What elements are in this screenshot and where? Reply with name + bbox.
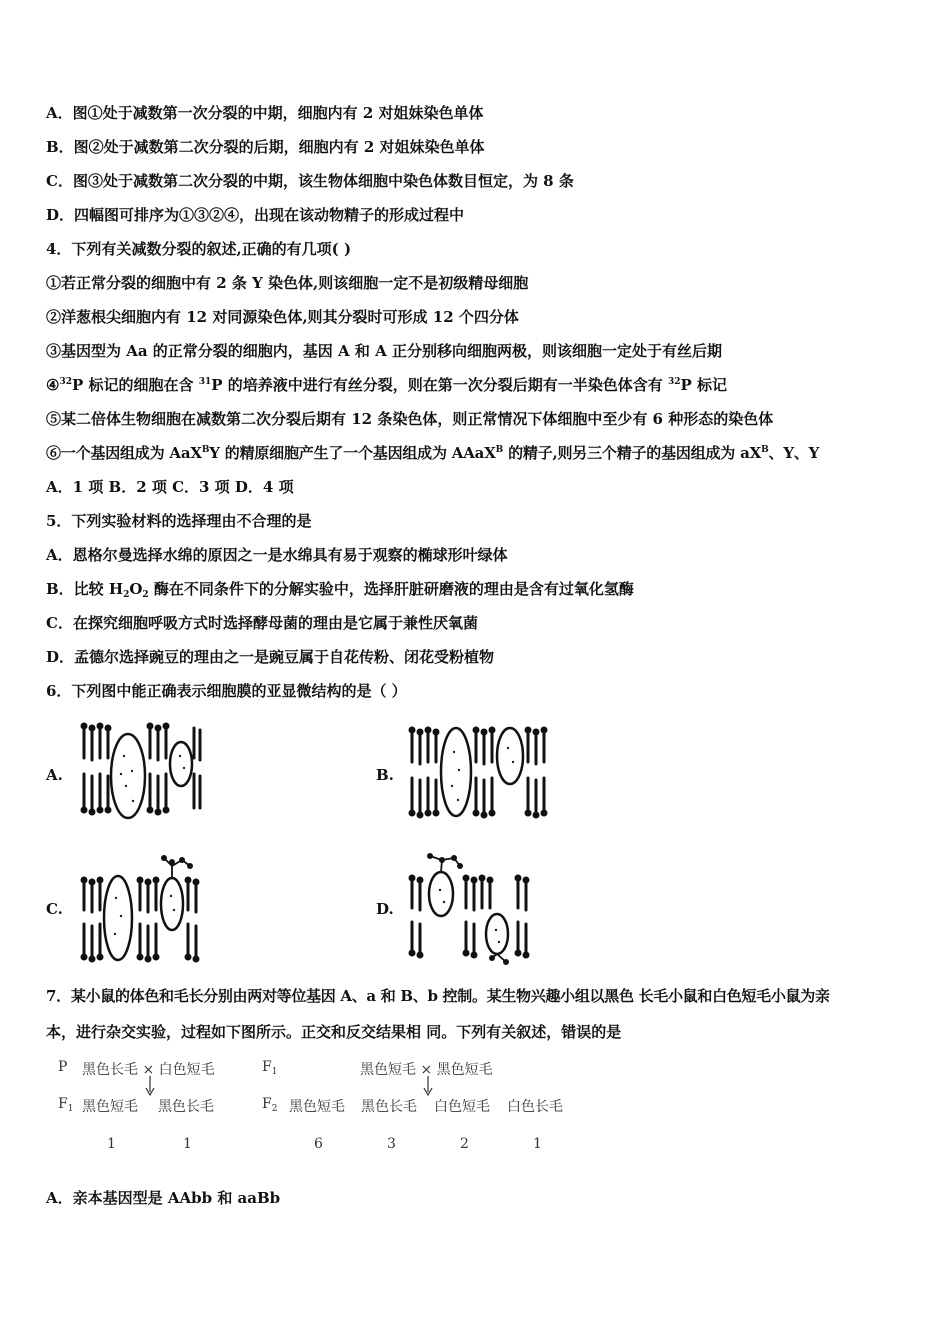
q5-option-d: D．孟德尔选择豌豆的理由之一是豌豆属于自花传粉、闭花受粉植物 — [46, 648, 495, 666]
q5-option-c: C．在探究细胞呼吸方式时选择酵母菌的理由是它属于兼性厌氧菌 — [46, 614, 478, 632]
cross1-f1-label: $F_1$ — [58, 1096, 74, 1114]
membrane-figure-c — [76, 852, 206, 968]
cross1-parents: 黑色长毛 × 白色短毛 — [82, 1062, 215, 1078]
q4-statement-5: ⑤某二倍体生物细胞在减数第二次分裂后期有 12 条染色体，则正常情况下体细胞中至少有 6 种形态的染色体 — [46, 410, 774, 428]
cross1-f1-type-2: 黑色长毛 — [158, 1099, 214, 1115]
q3-option-a: A．图①处于减数第一次分裂的中期，细胞内有 2 对姐妹染色单体 — [46, 104, 484, 122]
q3-option-b: B．图②处于减数第二次分裂的后期，细胞内有 2 对姐妹染色单体 — [46, 138, 485, 156]
cross1-arrow-icon — [145, 1076, 155, 1096]
q6-label-d: D. — [376, 900, 394, 918]
cross2-f2-ratio-2: 3 — [387, 1136, 396, 1152]
q5-option-a: A．恩格尔曼选择水绵的原因之一是水绵具有易于观察的椭球形叶绿体 — [46, 546, 508, 564]
cross2-f2-ratio-3: 2 — [460, 1136, 469, 1152]
q3-option-c: C．图③处于减数第二次分裂的中期，该生物体细胞中染色体数目恒定，为 8 条 — [46, 172, 574, 190]
membrane-figure-a — [76, 716, 206, 826]
cross2-arrow-icon — [423, 1076, 433, 1096]
q4-statement-2: ②洋葱根尖细胞内有 12 对同源染色体,则其分裂时可形成 12 个四分体 — [46, 308, 519, 326]
membrane-figure-b — [404, 722, 549, 822]
q5-option-b: B．比较 $H_2O_2$ 酶在不同条件下的分解实验中，选择肝脏研磨液的理由是含有过氧化氢酶 — [46, 580, 634, 600]
cross2-f2-ratio-4: 1 — [533, 1136, 542, 1152]
q7-option-a: A．亲本基因型是 AAbb 和 aaBb — [46, 1189, 281, 1207]
cross1-f1-ratio-1: 1 — [107, 1136, 116, 1152]
cross2-f1-label: $F_1$ — [262, 1059, 278, 1077]
q4-statement-1: ①若正常分裂的细胞中有 2 条 Y 染色体,则该细胞一定不是初级精母细胞 — [46, 274, 529, 292]
cross1-f1-type-1: 黑色短毛 — [82, 1099, 138, 1115]
q7-stem-line-2: 本，进行杂交实验，过程如下图所示。正交和反交结果相 同。下列有关叙述，错误的是 — [46, 1023, 622, 1041]
membrane-figure-d — [404, 850, 534, 968]
q6-label-a: A. — [46, 766, 63, 784]
q4-statement-4: ④$^{32}$P 标记的细胞在含 $^{31}$P 的培养液中进行有丝分裂，则在第一次分裂后期有一半染色体含有 $^{32}$P 标记 — [46, 376, 728, 394]
q4-stem: 4．下列有关减数分裂的叙述,正确的有几项( ) — [46, 240, 352, 258]
cross2-f2-type-2: 黑色长毛 — [361, 1099, 417, 1115]
q6-label-c: C. — [46, 900, 63, 918]
cross2-f2-type-1: 黑色短毛 — [289, 1099, 345, 1115]
q3-option-d: D．四幅图可排序为①③②④，出现在该动物精子的形成过程中 — [46, 206, 465, 224]
cross1-f1-ratio-2: 1 — [183, 1136, 192, 1152]
q5-stem: 5．下列实验材料的选择理由不合理的是 — [46, 512, 312, 530]
q6-label-b: B. — [376, 766, 394, 784]
q7-stem-line-1: 7．某小鼠的体色和毛长分别由两对等位基因 A、a 和 B、b 控制。某生物兴趣小组以黑色 长毛小鼠和白色短毛小鼠为亲 — [46, 987, 830, 1005]
cross2-parents: 黑色短毛 × 黑色短毛 — [360, 1062, 493, 1078]
cross1-p-label: P — [58, 1059, 68, 1075]
q4-options: A．1 项 B．2 项 C．3 项 D．4 项 — [46, 478, 294, 496]
q4-statement-3: ③基因型为 Aa 的正常分裂的细胞内，基因 A 和 A 正分别移向细胞两极，则该细胞一定处于有丝后期 — [46, 342, 722, 360]
cross2-f2-ratio-1: 6 — [314, 1136, 323, 1152]
q6-stem: 6．下列图中能正确表示细胞膜的亚显微结构的是（ ） — [46, 682, 407, 700]
cross2-f2-type-3: 白色短毛 — [434, 1099, 490, 1115]
cross2-f2-label: $F_2$ — [262, 1096, 278, 1114]
cross2-f2-type-4: 白色长毛 — [507, 1099, 563, 1115]
q4-statement-6: ⑥一个基因组成为 AaX$^B$Y 的精原细胞产生了一个基因组成为 AAaX$^B$ 的精子,则另三个精子的基因组成为 $aX^B$、Y、Y — [46, 444, 820, 462]
